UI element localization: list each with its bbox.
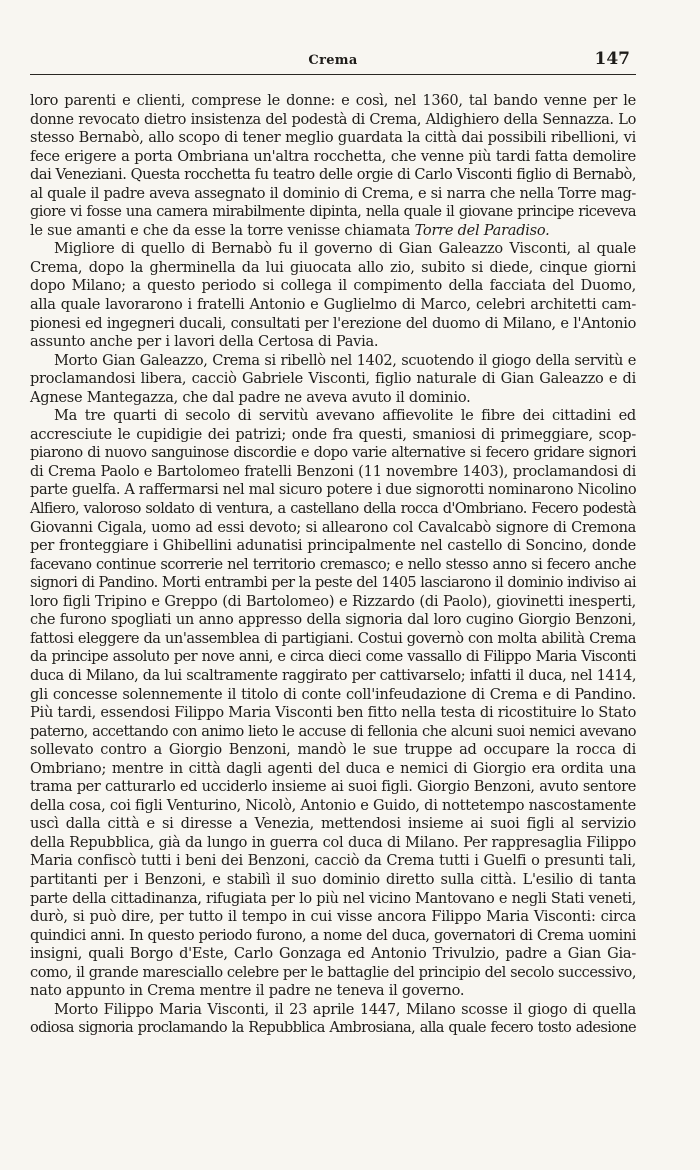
running-header (30, 48, 636, 75)
text-line: pionesi ed ingegneri ducali, consultati per l'erezione del duomo di Milano, e l'Antonio (30, 314, 636, 332)
text-line: loro figli Tripino e Greppo (di Bartolomeo) e Rizzardo (di Paolo), giovinetti inesperti, (30, 592, 636, 610)
text-line: Crema, dopo la gherminella da lui giuocata allo zio, subito si diede, cinque giorni (30, 258, 636, 276)
text-line: dopo Milano; a questo periodo si collega il compimento della facciata del Duomo, (30, 277, 636, 295)
text-line: partitanti per i Benzoni, e stabilì il suo dominio diretto sulla città. L'esilio di tanta (30, 870, 636, 888)
text-line: giore vi fosse una camera mirabilmente dipinta, nella quale il giovane principe riceveva (30, 203, 636, 221)
text-line: Alfiero, valoroso soldato di ventura, a castellano della rocca d'Ombriano. Fecero podestà (30, 500, 636, 518)
text-line: loro parenti e clienti, comprese le donne: e così, nel 1360, tal bando venne per le (30, 92, 636, 109)
text-line: donne revocato dietro insistenza del podestà di Crema, Aldighiero della Sennazza. Lo (30, 110, 636, 128)
book-page (30, 48, 636, 1038)
text-line: da principe assoluto per nove anni, e circa dieci come vassallo di Filippo Maria Visconti (30, 648, 636, 666)
text-line: Morto Filippo Maria Visconti, il 23 aprile 1447, Milano scosse il giogo di quella (54, 1000, 636, 1018)
text-line: della cosa, coi figli Venturino, Nicolò, Antonio e Guido, di nottetempo nascostamente (30, 796, 636, 814)
text-line: Migliore di quello di Bernabò fu il governo di Gian Galeazzo Visconti, al quale (54, 240, 636, 258)
text-line: Più tardi, essendosi Filippo Maria Visconti ben fitto nella testa di ricostituire lo Stato (30, 704, 637, 722)
text-line: parte guelfa. A raffermarsi nel mal sicuro potere i due signorotti nominarono Nicolino (30, 481, 637, 499)
text-line: dai Veneziani. Questa rocchetta fu teatro delle orgie di Carlo Visconti figlio di Bernabò, (30, 166, 636, 184)
text-line: insigni, quali Borgo d'Este, Carlo Gonzaga ed Antonio Trivulzio, padre a Gian Gia- (30, 945, 636, 963)
text-line: trama per catturarlo ed ucciderlo insieme ai suoi figli. Giorgio Benzoni, avuto sentore (30, 778, 636, 796)
text-line: paterno, accettando con animo lieto le accuse di fellonia che alcuni suoi nemici avevano (30, 722, 636, 740)
paragraph (30, 92, 636, 240)
paragraph (30, 240, 636, 351)
text-line: piarono di nuovo sanguinose discordie e dopo varie alternative si fecero gridare signori (30, 444, 636, 462)
text-line: della Repubblica, già da lungo in guerra col duca di Milano. Per rappresaglia Filippo (30, 833, 636, 851)
page-number: 147 (594, 49, 630, 69)
text-line: di Crema Paolo e Bartolomeo fratelli Benzoni (11 novembre 1403), proclamandosi di (30, 462, 636, 480)
text-line: nato appunto in Crema mentre il padre ne teneva il governo. (30, 982, 465, 1000)
text-line: quindici anni. In questo periodo furono, a nome del duca, governatori di Crema uomini (30, 926, 636, 944)
text-line: Ombriano; mentre in città dagli agenti del duca e nemici di Giorgio era ordita una (30, 759, 636, 777)
text-line: che furono spogliati un anno appresso della signoria dal loro cugino Giorgio Benzoni, (30, 611, 636, 629)
text-line: como, il grande maresciallo celebre per le battaglie del principio del secolo successivo, (30, 963, 636, 981)
italic-title: Torre del Paradiso. (414, 221, 550, 239)
text-line: Agnese Mantegazza, che dal padre ne aveva avuto il dominio. (30, 388, 471, 406)
text-line: Ma tre quarti di secolo di servitù avevano affievolite le fibre dei cittadini ed (54, 407, 636, 425)
text-line: fece erigere a porta Ombriana un'altra rocchetta, che venne più tardi fatta demolire (30, 147, 636, 165)
text-fragment: le sue amanti e che da esse la torre venisse chiamata (30, 221, 415, 239)
text-line: durò, si può dire, per tutto il tempo in cui visse ancora Filippo Maria Visconti: circa (30, 908, 636, 926)
text-line: gli concesse solennemente il titolo di conte coll'infeudazione di Crema e di Pandino. (30, 685, 636, 703)
text-line: duca di Milano, da lui scaltramente raggirato per cattivarselo; infatti il duca, nel 1414, (30, 666, 636, 684)
text-line: odiosa signoria proclamando la Repubblica Ambrosiana, alla quale fecero tosto adesione (30, 1019, 636, 1037)
text-line: accresciute le cupidigie dei patrizi; onde fra questi, smaniosi di primeggiare, scop- (30, 425, 636, 443)
text-line: Giovanni Cigala, uomo ad essi devoto; si allearono col Cavalcabò signore di Cremona (30, 518, 636, 536)
text-line (30, 222, 636, 241)
text-line: al quale il padre aveva assegnato il dominio di Crema, e si narra che nella Torre mag- (30, 184, 636, 202)
paragraph (30, 1001, 636, 1038)
text-line: assunto anche per i lavori della Certosa di Pavia. (30, 333, 379, 351)
page-body (30, 92, 636, 1038)
text-line: Morto Gian Galeazzo, Crema si ribellò nel 1402, scuotendo il giogo della servitù e (54, 351, 636, 369)
text-line: stesso Bernabò, allo scopo di tener meglio guardata la città dai possibili ribellioni, vi (30, 129, 636, 147)
text-line: parte della cittadinanza, rifugiata per lo più nel vicino Mantovano e negli Stati veneti, (30, 889, 636, 907)
text-line: sollevato contro a Giorgio Benzoni, mandò le sue truppe ad occupare la rocca di (30, 741, 636, 759)
paragraph (30, 407, 636, 1001)
text-line: per fronteggiare i Ghibellini adunatisi principalmente nel castello di Soncino, donde (30, 537, 636, 555)
text-line: signori di Pandino. Morti entrambi per la peste del 1405 lasciarono il dominio indiviso ai (30, 574, 636, 592)
text-line: fattosi eleggere da un'assemblea di partigiani. Costui governò con molta abilità Crema (30, 629, 636, 647)
text-line: uscì dalla città e si diresse a Venezia, mettendosi insieme ai suoi figli al servizio (30, 815, 636, 833)
text-line: facevano continue scorrerie nel territorio cremasco; e nello stesso anno si fecero anche (30, 555, 636, 573)
running-title: Crema (308, 53, 358, 68)
text-line: Maria confiscò tutti i beni dei Benzoni, cacciò da Crema tutti i Guelfi o presunti tali, (30, 852, 636, 870)
text-line: proclamandosi libera, cacciò Gabriele Visconti, figlio naturale di Gian Galeazzo e di (30, 370, 636, 388)
text-line: alla quale lavorarono i fratelli Antonio e Guglielmo di Marco, celebri architetti cam- (30, 296, 636, 314)
paragraph (30, 352, 636, 408)
